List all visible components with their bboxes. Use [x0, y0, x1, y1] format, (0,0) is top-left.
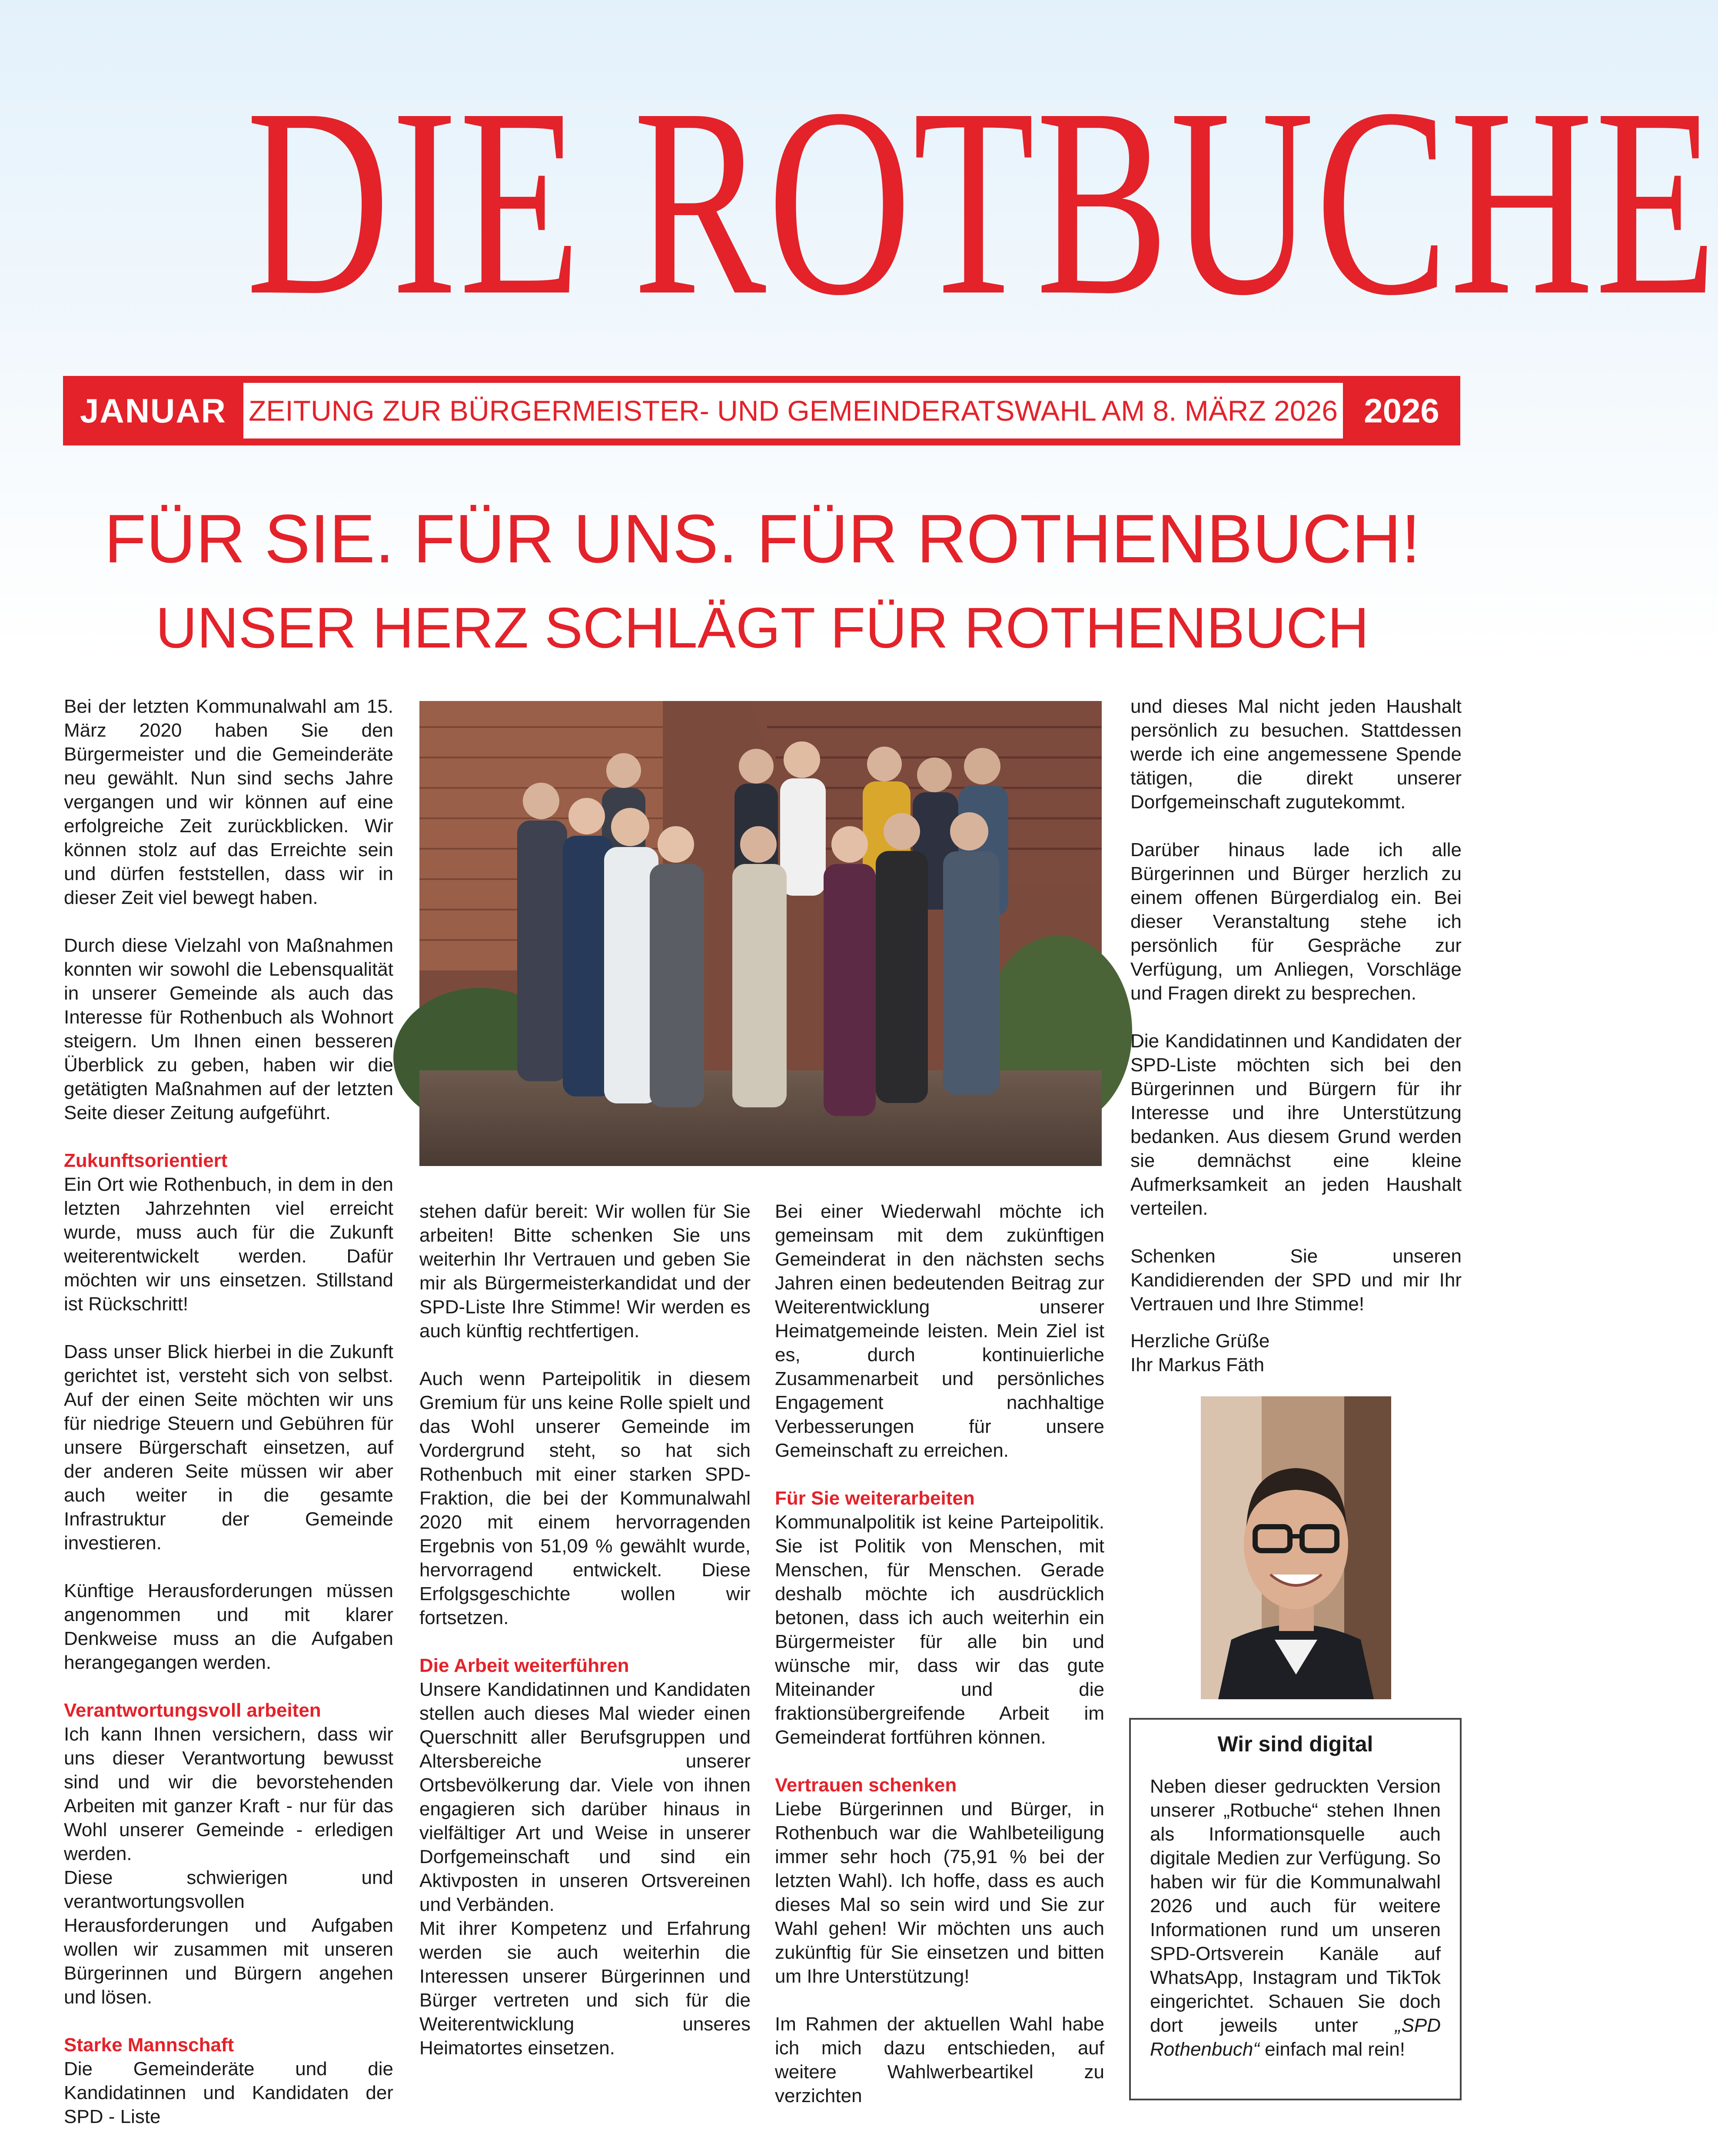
- paragraph: Ich kann Ihnen versichern, dass wir uns dieser Verantwortung bewusst sind und wir die bevorstehenden Arbeiten mit ganzer Kraft - nur für das Wohl unserer Gemeinde - erledigen werden.: [64, 1724, 393, 1864]
- issue-subtitle: ZEITUNG ZUR BÜRGERMEISTER- UND GEMEINDERATSWAHL AM 8. MÄRZ 2026: [243, 383, 1343, 439]
- section-heading: Für Sie weiterarbeiten: [775, 1488, 975, 1509]
- issue-banner: [63, 376, 1460, 445]
- main-headline: FÜR SIE. FÜR UNS. FÜR ROTHENBUCH!: [104, 501, 1421, 577]
- paragraph: Mit ihrer Kompetenz und Erfahrung werden sie auch weiterhin die Interessen unserer Bürgerinnen und Bürger vertreten und sich für die Weiterentwicklung unseres Heimatortes einsetzen.: [419, 1918, 751, 2059]
- digital-box-body: Neben dieser gedruckten Version unserer „Rotbuche“ stehen Ihnen als Informationsquelle auch digitale Medien zur Verfügung. So haben wir für die Kommunalwahl 2026 und auch für weitere Informationen rund um unseren SPD-Ortsverein Kanäle auf WhatsApp, Instagram und TikTok eingerichtet. Schauen Sie doch dort jeweils unter: [1150, 1776, 1441, 2036]
- paragraph: Unsere Kandidatinnen und Kandidaten stellen auch dieses Mal wieder einen Querschnitt aller Berufsgruppen und Altersbereiche unserer Ortsbevölkerung dar. Viele von ihnen engagieren sich darüber hinaus in vielfältiger Art und Weise in unserer Dorfgemeinschaft und sind ein Aktivposten in unseren Ortsvereinen und Verbänden.: [419, 1679, 751, 1915]
- paragraph: Darüber hinaus lade ich alle Bürgerinnen und Bürger herzlich zu einem offenen Bürgerdialog ein. Bei dieser Veranstaltung stehe ich persönlich für Gespräche zur Verfügung, um Anliegen, Vorschläge und Fragen direkt zu besprechen.: [1130, 839, 1462, 1004]
- paragraph: Diese schwierigen und verantwortungsvollen Herausforderungen und Aufgaben wollen wir zusammen mit unseren Bürgerinnen und Bürgern angehen und lösen.: [64, 1867, 393, 2008]
- paragraph: Dass unser Blick hierbei in die Zukunft gerichtet ist, versteht sich von selbst. Auf der einen Seite möchten wir uns für niedrige Steuern und Gebühren für unsere Bürgerschaft einsetzen, auf der anderen Seite müssen wir aber auch weiter in die gesamte Infrastruktur der Gemeinde investieren.: [64, 1341, 393, 1554]
- section-heading: Starke Mannschaft: [64, 2034, 234, 2056]
- signature: Ihr Markus Fäth: [1130, 1354, 1265, 1375]
- digital-box-end: einfach mal rein!: [1259, 2039, 1406, 2060]
- paragraph: Durch diese Vielzahl von Maßnahmen konnten wir sowohl die Lebensqualität in unserer Gemeinde als auch das Interesse für Rothenbuch als Wohnort steigern. Um Ihnen einen besseren Überblick zu geben, haben wir die getätigten Maßnahmen auf der letzten Seite dieser Zeitung aufgeführt.: [64, 935, 393, 1123]
- article-column-2: [419, 1199, 751, 2060]
- article-column-1: [64, 694, 393, 2129]
- paragraph: Kommunalpolitik ist keine Parteipolitik. Sie ist Politik von Menschen, mit Menschen, für Menschen. Gerade deshalb möchte ich ausdrücklich betonen, dass ich auch weiterhin ein Bürgermeister für alle bin und wünsche mir, dass wir das gute Miteinander und die fraktionsübergreifende Arbeit im Gemeinderat fortführen können.: [775, 1512, 1104, 1748]
- paragraph: Im Rahmen der aktuellen Wahl habe ich mich dazu entschieden, auf weitere Wahlwerbeartikel zu verzichten: [775, 2013, 1104, 2106]
- digital-box-title: Wir sind digital: [1217, 1732, 1373, 1756]
- issue-year: 2026: [1364, 392, 1439, 430]
- article-column-3: [775, 1199, 1104, 2108]
- paragraph: Bei der letzten Kommunalwahl am 15. März 2020 haben Sie den Bürgermeister und die Gemeinderäte neu gewählt. Nun sind sechs Jahre vergangen und wir können auf eine erfolgreiche Zeit zurückblicken. Wir können stolz auf das Erreichte sein und dürfen feststellen, dass wir in dieser Zeit viel bewegt haben.: [64, 696, 393, 908]
- issue-month: JANUAR: [80, 392, 227, 430]
- paragraph: Auch wenn Parteipolitik in diesem Gremium für uns keine Rolle spielt und das Wohl unserer Gemeinde im Vordergrund steht, so hat sich Rothenbuch mit einer starken SPD-Fraktion, die bei der Kommunalwahl 2020 mit einem hervorragenden Ergebnis von 51,09 % gewählt wurde, hervorragend entwickelt. Diese Erfolgsgeschichte wollen wir fortsetzen.: [419, 1368, 751, 1628]
- candidate-portrait: [1201, 1396, 1391, 1699]
- digital-box-text: [1150, 1774, 1441, 2061]
- paragraph: Die Gemeinderäte und die Kandidatinnen und Kandidaten der SPD - Liste: [64, 2058, 393, 2127]
- paragraph: Bei einer Wiederwahl möchte ich gemeinsam mit dem zukünftigen Gemeinderat in den nächsten sechs Jahren einen bedeutenden Beitrag zur Weiterentwicklung unserer Heimatgemeinde leisten. Mein Ziel ist es, durch kontinuierliche Zusammenarbeit und persönliches Engagement nachhaltige Verbesserungen für unsere Gemeinschaft zu erreichen.: [775, 1201, 1104, 1461]
- paragraph: Schenken Sie unseren Kandidierenden der SPD und mir Ihr Vertrauen und Ihre Stimme!: [1130, 1246, 1462, 1315]
- section-heading: Zukunftsorientiert: [64, 1150, 228, 1171]
- section-heading: Die Arbeit weiterführen: [419, 1655, 629, 1676]
- paragraph: stehen dafür bereit: Wir wollen für Sie arbeiten! Bitte schenken Sie uns weiterhin Ihr Vertrauen und geben Sie mir als Bürgermeisterkandidat und der SPD-Liste Ihre Stimme! Wir werden es auch künftig rechtfertigen.: [419, 1201, 751, 1342]
- paragraph: und dieses Mal nicht jeden Haushalt persönlich zu besuchen. Stattdessen werde ich eine angemessene Spende tätigen, die direkt unserer Dorfgemeinschaft zugutekommt.: [1130, 696, 1462, 813]
- article-column-4: [1130, 694, 1462, 1377]
- paragraph: Liebe Bürgerinnen und Bürger, in Rothenbuch war die Wahlbeteiligung immer sehr hoch (75,91 % bei der letzten Wahl). Ich hoffe, dass es auch dieses Mal so sein wird und Sie zur Wahl gehen! Wir möchten uns auch zukünftig für Sie einsetzen und bitten um Ihre Unterstützung!: [775, 1798, 1104, 1987]
- closing-greeting: Herzliche Grüße: [1130, 1330, 1270, 1352]
- candidate-group-photo: [419, 701, 1102, 1166]
- newspaper-title: DIE ROTBUCHE: [246, 53, 1718, 351]
- section-heading: Verantwortungsvoll arbeiten: [64, 1700, 321, 1721]
- sub-headline: UNSER HERZ SCHLÄGT FÜR ROTHENBUCH: [156, 596, 1369, 660]
- digital-info-box: [1129, 1718, 1462, 2100]
- paragraph: Ein Ort wie Rothenbuch, in dem in den letzten Jahrzehnten viel erreicht wurde, muss auch für die Zukunft weiterentwickelt werden. Dafür möchten wir uns einsetzen. Stillstand ist Rückschritt!: [64, 1174, 393, 1315]
- paragraph: Die Kandidatinnen und Kandidaten der SPD-Liste möchten sich bei den Bürgerinnen und Bürgern für ihr Interesse und ihre Unterstützung bedanken. Aus diesem Grund werden sie demnächst eine kleine Aufmerksamkeit an jeden Haushalt verteilen.: [1130, 1030, 1462, 1219]
- paragraph: Künftige Herausforderungen müssen angenommen und mit klarer Denkweise muss an die Aufgaben herangegangen werden.: [64, 1580, 393, 1673]
- social-handle: „SPD Rothenbuch“: [1150, 2015, 1441, 2060]
- section-heading: Vertrauen schenken: [775, 1774, 957, 1796]
